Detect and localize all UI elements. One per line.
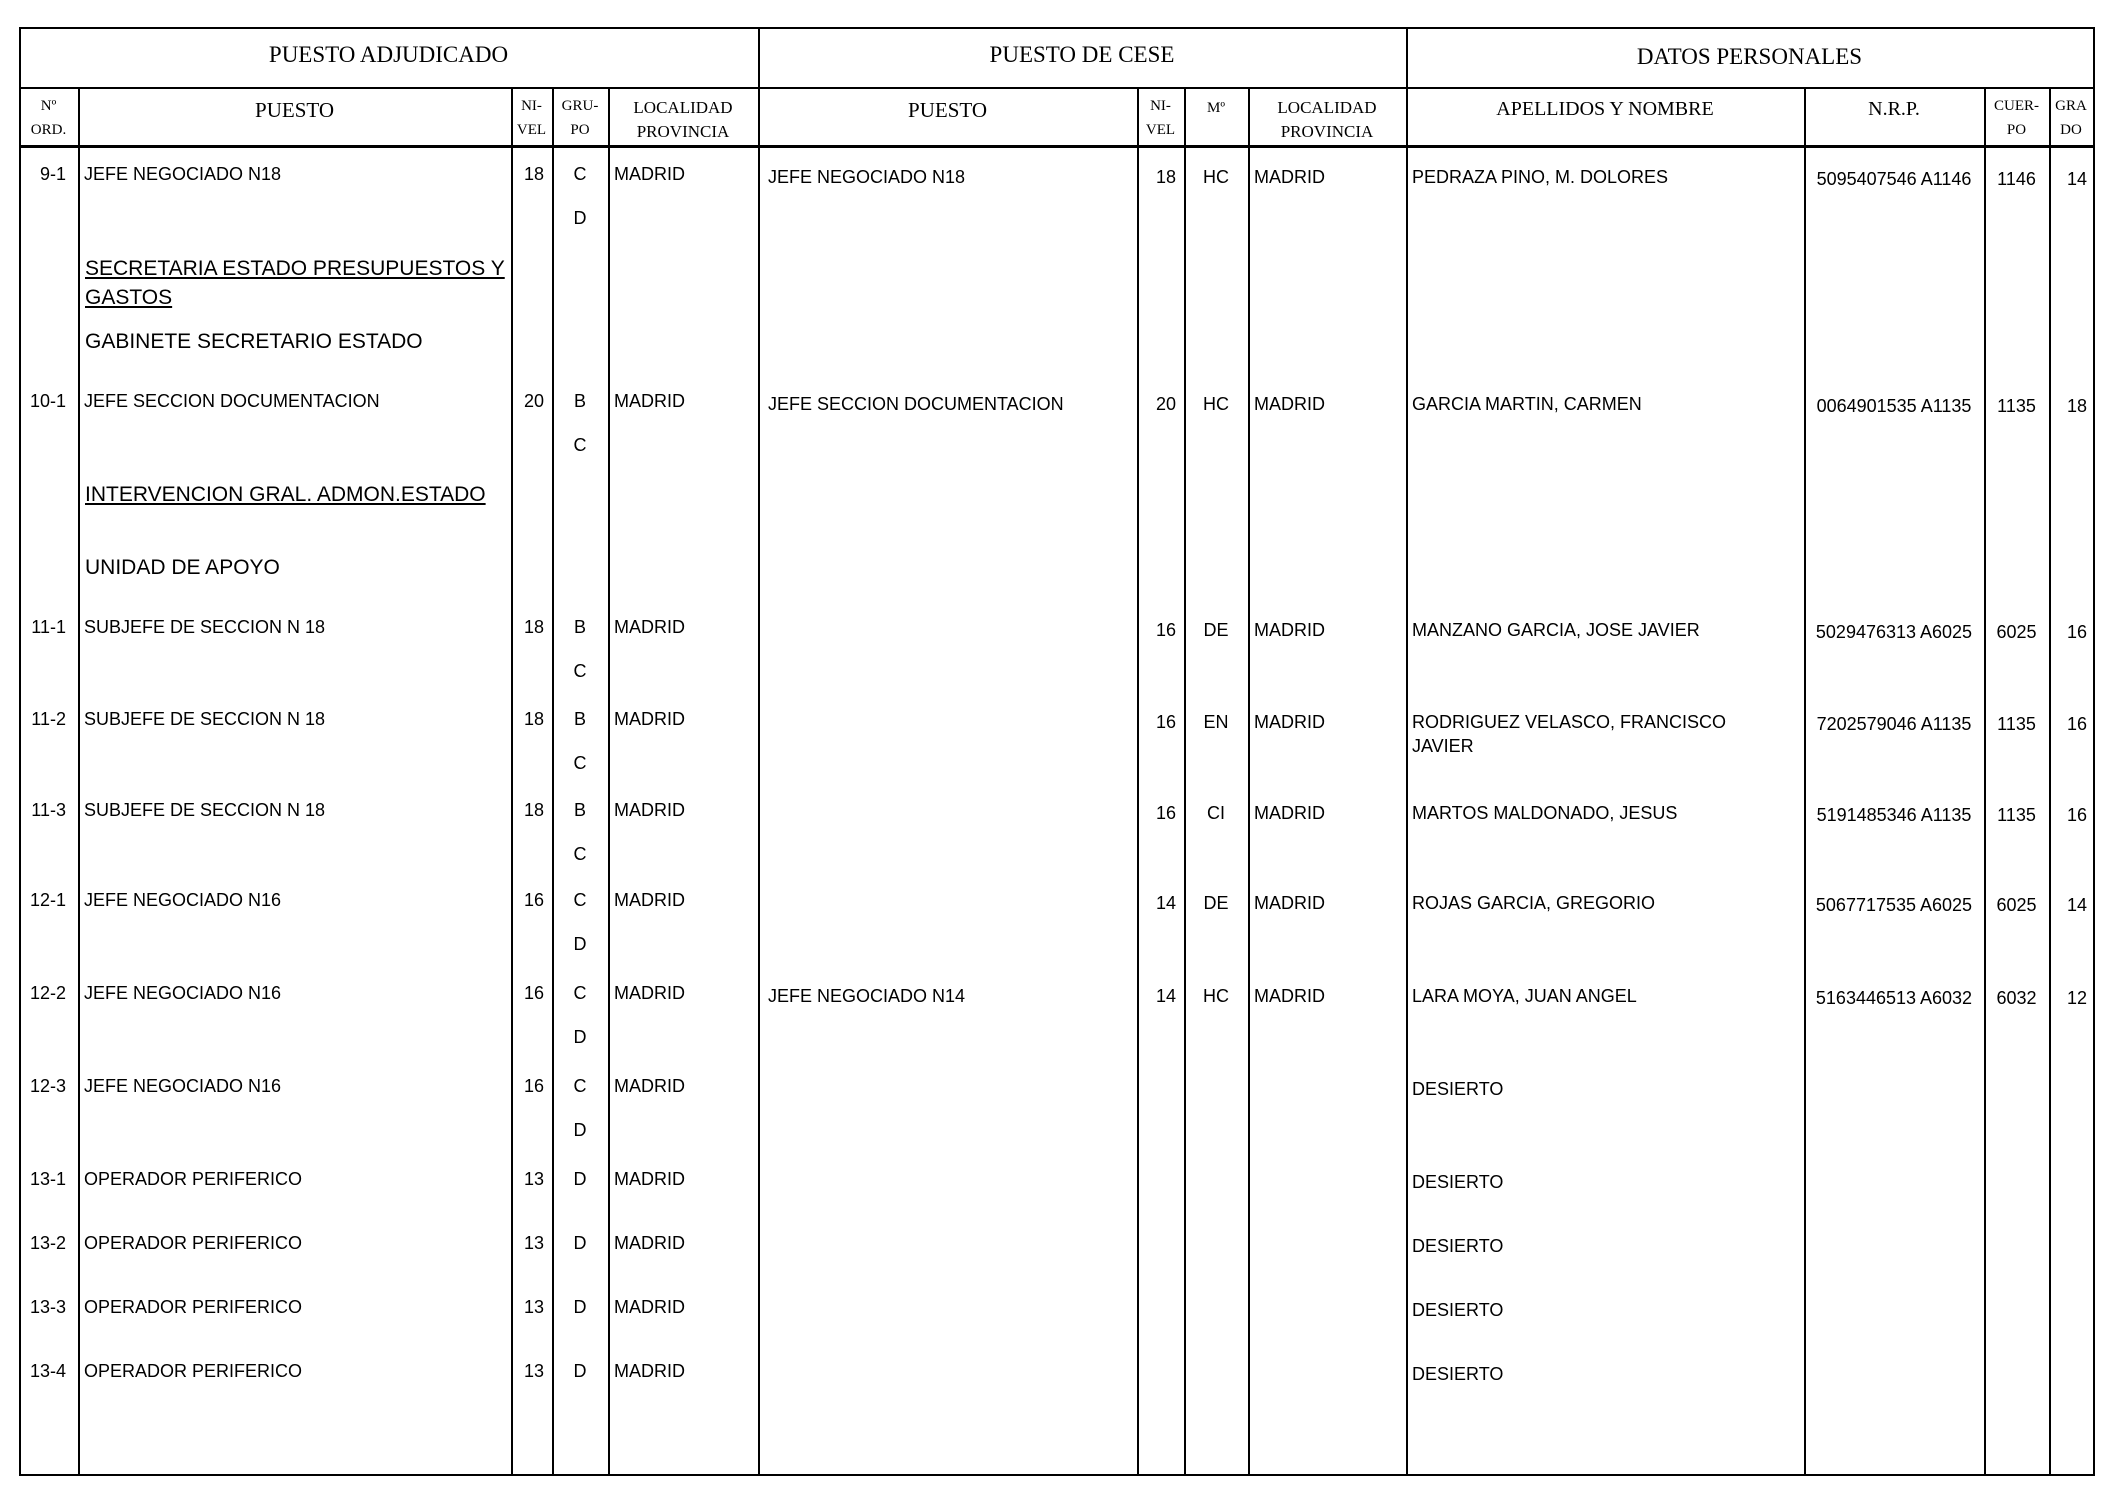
header-n_ord: Nº [40, 98, 57, 114]
table-rule [19, 87, 2093, 89]
row-localidad: MADRID [614, 391, 685, 411]
header-n_ord-2: ORD. [30, 122, 67, 138]
row-cuerpo: 1135 [1997, 396, 2036, 416]
row-cese-nivel: 20 [1155, 394, 1176, 414]
row-grupo: B [573, 617, 586, 637]
table-rule [2093, 27, 2095, 1476]
section-label: GASTOS [85, 286, 173, 309]
row-cese-localidad: MADRID [1254, 893, 1325, 913]
row-m: HC [1203, 394, 1229, 414]
row-m: HC [1203, 986, 1229, 1006]
row-grupo: B [573, 391, 586, 411]
section-label: UNIDAD DE APOYO [85, 556, 280, 579]
row-nrp: 5095407546 A1146 [1816, 169, 1972, 189]
row-cese-puesto: JEFE SECCION DOCUMENTACION [768, 394, 1064, 414]
row-cuerpo: 1135 [1997, 714, 2036, 734]
header-grupo-2: PO [570, 122, 590, 138]
row-grupo: C [573, 164, 587, 184]
row-nivel: 13 [523, 1297, 544, 1317]
row-puesto: SUBJEFE DE SECCION N 18 [84, 709, 326, 729]
row-cese-nivel: 14 [1155, 986, 1176, 1006]
row-nombre: DESIERTO [1412, 1364, 1504, 1384]
row-cese-nivel: 16 [1155, 803, 1176, 823]
table-rule [1804, 87, 1806, 1476]
header-grado-2: DO [2060, 122, 2082, 138]
row-cese-nivel: 16 [1155, 620, 1176, 640]
header-apellidos: APELLIDOS Y NOMBRE [1496, 98, 1714, 120]
row-puesto: JEFE SECCION DOCUMENTACION [84, 391, 380, 411]
row-m: HC [1203, 167, 1229, 187]
row-cuerpo: 1146 [1997, 169, 2036, 189]
row-localidad: MADRID [614, 1076, 685, 1096]
row-cuerpo: 6025 [1996, 895, 2037, 915]
row-m: EN [1203, 712, 1229, 732]
row-grado: 12 [2066, 988, 2087, 1008]
table-rule [2049, 87, 2051, 1476]
row-localidad: MADRID [614, 1233, 685, 1253]
table-rule [78, 87, 80, 1476]
table-rule [19, 27, 2093, 29]
row-cuerpo: 6032 [1996, 988, 2037, 1008]
row-cese-localidad: MADRID [1254, 712, 1325, 732]
row-grado: 16 [2066, 714, 2087, 734]
row-cese-nivel: 16 [1155, 712, 1176, 732]
row-ord: 13-1 [29, 1169, 66, 1189]
row-nombre: PEDRAZA PINO, M. DOLORES [1412, 167, 1669, 187]
header-localidad-2: PROVINCIA [636, 122, 730, 141]
row-grupo: C [573, 1076, 587, 1096]
row-grupo: D [573, 1233, 587, 1253]
header-puesto: PUESTO [255, 98, 334, 122]
row-nrp: 5067717535 A6025 [1815, 895, 1973, 915]
row-cese-puesto: JEFE NEGOCIADO N18 [768, 167, 966, 187]
row-puesto: OPERADOR PERIFERICO [84, 1297, 303, 1317]
row-puesto: SUBJEFE DE SECCION N 18 [84, 800, 326, 820]
row-nrp: 5191485346 A1135 [1816, 805, 1972, 825]
row-cese-puesto: JEFE NEGOCIADO N14 [768, 986, 966, 1006]
row-grado: 18 [2066, 396, 2087, 416]
row-nrp: 5163446513 A6032 [1815, 988, 1973, 1008]
row-ord: 9-1 [39, 164, 66, 184]
table-rule [19, 145, 2093, 148]
row-m: DE [1203, 620, 1229, 640]
row-nombre: MANZANO GARCIA, JOSE JAVIER [1412, 620, 1700, 640]
row-grado: 14 [2066, 895, 2087, 915]
row-cese-nivel: 18 [1155, 167, 1176, 187]
row-nombre: GARCIA MARTIN, CARMEN [1412, 394, 1642, 414]
row-nivel: 20 [523, 391, 544, 411]
row-nombre: ROJAS GARCIA, GREGORIO [1412, 893, 1656, 913]
header-nrp: N.R.P. [1868, 98, 1920, 120]
header-grado: GRA [2055, 98, 2087, 114]
row-ord: 11-1 [31, 617, 66, 637]
row-grupo: C [573, 753, 587, 773]
row-nrp: 0064901535 A1135 [1816, 396, 1972, 416]
row-nombre: LARA MOYA, JUAN ANGEL [1412, 986, 1637, 1006]
row-localidad: MADRID [614, 1361, 685, 1381]
header-puesto-adjudicado: PUESTO ADJUDICADO [268, 42, 509, 67]
row-grado: 14 [2066, 169, 2087, 189]
row-ord: 10-1 [29, 391, 66, 411]
row-grupo: D [573, 1361, 587, 1381]
row-cese-localidad: MADRID [1254, 620, 1325, 640]
row-puesto: JEFE NEGOCIADO N18 [84, 164, 282, 184]
row-nivel: 18 [523, 709, 544, 729]
header-puesto-de-cese: PUESTO DE CESE [989, 42, 1175, 67]
row-ord: 12-1 [29, 890, 66, 910]
row-cese-localidad: MADRID [1254, 167, 1325, 187]
table-rule [552, 87, 554, 1476]
header-grupo: GRU- [561, 98, 599, 114]
row-localidad: MADRID [614, 709, 685, 729]
section-label: INTERVENCION GRAL. ADMON.ESTADO [85, 483, 486, 506]
row-nombre: MARTOS MALDONADO, JESUS [1412, 803, 1678, 823]
row-grado: 16 [2066, 805, 2087, 825]
row-ord: 11-2 [31, 709, 66, 729]
row-grupo: D [573, 208, 587, 228]
header-cese_localidad: LOCALIDAD [1277, 98, 1377, 117]
row-puesto: OPERADOR PERIFERICO [84, 1169, 303, 1189]
row-nivel: 16 [523, 983, 544, 1003]
row-nombre: DESIERTO [1412, 1172, 1504, 1192]
row-ord: 13-4 [29, 1361, 66, 1381]
header-cese_nivel-2: VEL [1145, 122, 1176, 138]
table-rule [758, 27, 760, 1476]
row-localidad: MADRID [614, 617, 685, 637]
row-puesto: JEFE NEGOCIADO N16 [84, 1076, 282, 1096]
header-cuerpo: CUER- [1994, 98, 2039, 114]
row-grupo: B [573, 709, 586, 729]
row-localidad: MADRID [614, 1297, 685, 1317]
row-nivel: 13 [523, 1233, 544, 1253]
row-nivel: 18 [523, 617, 544, 637]
row-grupo: C [573, 983, 587, 1003]
row-ord: 13-3 [29, 1297, 66, 1317]
row-grupo: C [573, 890, 587, 910]
section-label: GABINETE SECRETARIO ESTADO [85, 330, 423, 353]
row-nivel: 13 [523, 1361, 544, 1381]
row-localidad: MADRID [614, 983, 685, 1003]
table-rule [19, 27, 21, 1476]
row-nombre: RODRIGUEZ VELASCO, FRANCISCO [1412, 712, 1727, 732]
row-ord: 12-3 [29, 1076, 66, 1096]
header-cese_puesto: PUESTO [908, 98, 987, 122]
row-cese-localidad: MADRID [1254, 394, 1325, 414]
row-nivel: 16 [523, 1076, 544, 1096]
row-puesto: OPERADOR PERIFERICO [84, 1361, 303, 1381]
header-cese_localidad-2: PROVINCIA [1280, 122, 1374, 141]
row-m: DE [1203, 893, 1229, 913]
header-nivel: NI- [521, 98, 542, 114]
row-nrp: 5029476313 A6025 [1815, 622, 1973, 642]
row-ord: 11-3 [31, 800, 66, 820]
row-cuerpo: 1135 [1997, 805, 2036, 825]
row-nombre: DESIERTO [1412, 1236, 1504, 1256]
row-nombre: DESIERTO [1412, 1300, 1504, 1320]
row-nombre: DESIERTO [1412, 1079, 1504, 1099]
row-grupo: D [573, 1120, 587, 1140]
row-grupo: C [573, 844, 587, 864]
table-rule [1137, 87, 1139, 1476]
row-grupo: D [573, 934, 587, 954]
row-grupo: D [573, 1297, 587, 1317]
row-localidad: MADRID [614, 800, 685, 820]
header-localidad: LOCALIDAD [633, 98, 733, 117]
row-cese-localidad: MADRID [1254, 986, 1325, 1006]
row-puesto: SUBJEFE DE SECCION N 18 [84, 617, 326, 637]
row-nivel: 16 [523, 890, 544, 910]
row-localidad: MADRID [614, 1169, 685, 1189]
row-cese-nivel: 14 [1155, 893, 1176, 913]
row-grado: 16 [2066, 622, 2087, 642]
row-cuerpo: 6025 [1996, 622, 2037, 642]
row-puesto: JEFE NEGOCIADO N16 [84, 890, 282, 910]
row-nivel: 18 [523, 164, 544, 184]
row-m: CI [1207, 803, 1225, 823]
section-label: SECRETARIA ESTADO PRESUPUESTOS Y [85, 257, 505, 280]
row-grupo: C [573, 435, 587, 455]
row-nrp: 7202579046 A1135 [1816, 714, 1972, 734]
row-localidad: MADRID [614, 890, 685, 910]
header-cese_nivel: NI- [1150, 98, 1171, 114]
table-rule [1248, 87, 1250, 1476]
table-rule [1406, 27, 1408, 1476]
row-grupo: D [573, 1027, 587, 1047]
header-cuerpo-2: PO [2006, 122, 2027, 138]
row-ord: 12-2 [29, 983, 66, 1003]
row-nombre: JAVIER [1412, 736, 1474, 756]
row-puesto: OPERADOR PERIFERICO [84, 1233, 303, 1253]
row-puesto: JEFE NEGOCIADO N16 [84, 983, 282, 1003]
header-nivel-2: VEL [516, 122, 547, 138]
row-nivel: 18 [523, 800, 544, 820]
row-cese-localidad: MADRID [1254, 803, 1325, 823]
row-localidad: MADRID [614, 164, 685, 184]
table-rule [1184, 87, 1186, 1476]
row-ord: 13-2 [29, 1233, 66, 1253]
row-nivel: 13 [523, 1169, 544, 1189]
table-rule [511, 87, 513, 1476]
table-rule [1984, 87, 1986, 1476]
header-m: Mº [1207, 100, 1225, 116]
row-grupo: D [573, 1169, 587, 1189]
header-datos-personales: DATOS PERSONALES [1636, 44, 1863, 69]
row-grupo: B [573, 800, 586, 820]
table-rule [19, 1474, 2093, 1476]
row-grupo: C [573, 661, 587, 681]
table-rule [608, 87, 610, 1476]
